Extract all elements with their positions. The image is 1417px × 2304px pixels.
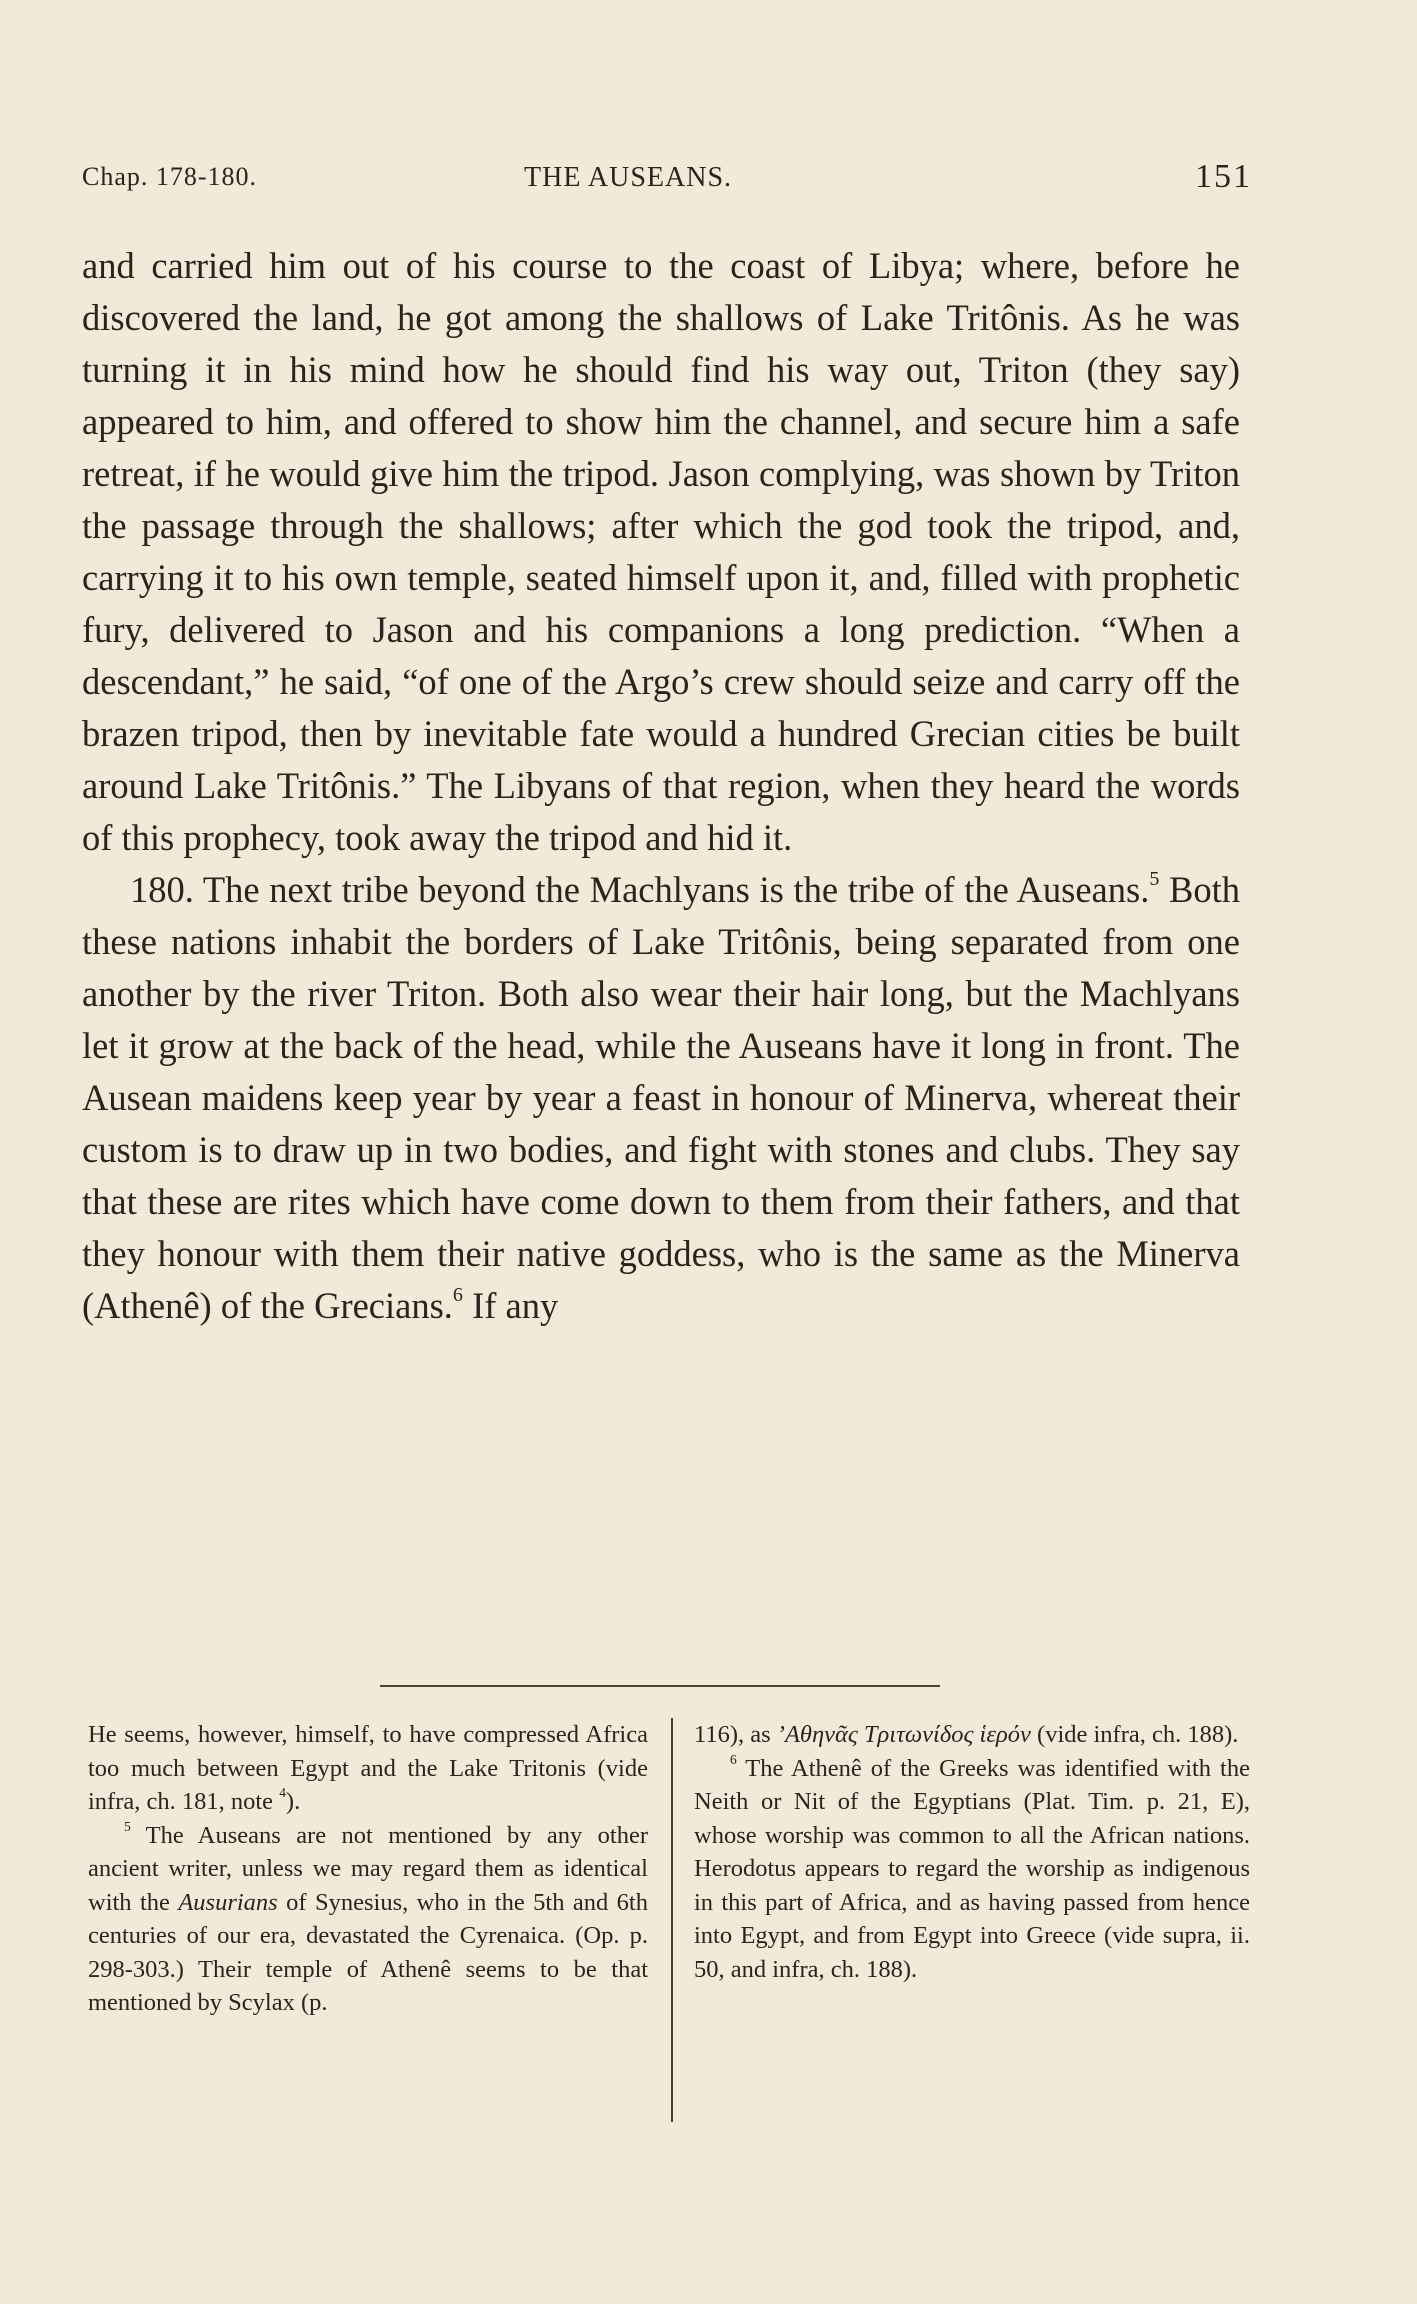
footnote-text: The Athenê of the Greeks was identified with the Neith or Nit of the Egyptians (Plat. Tim. p. 21, E), whose worship was common to all the African nations. Herodotus appears to regard the worship as indigenous in this part of Africa, and as having passed from hence into Egypt, and from Egypt into Greece (vide supra, ii. 50, and infra, ch. 188). xyxy=(694,1754,1250,1983)
footnote-5-continuation xyxy=(694,1718,1250,1752)
footnote-column-right xyxy=(694,1718,1250,1986)
greek-quotation: ’Αθηνᾶς Τριτωνίδος ἱερόν xyxy=(776,1721,1031,1748)
footnote-text: The Auseans are not mentioned by any other ancient writer, unless we may regard them as identical with the xyxy=(88,1821,648,1916)
footnote-ref-5: 5 xyxy=(1149,867,1160,890)
footnote-text: He seems, however, himself, to have compressed Africa too much between Egypt and the Lake Tritonis (vide infra, ch. 181, note xyxy=(88,1721,648,1815)
chapter-reference: Chap. 178-180. xyxy=(82,162,258,191)
footnote-ref-4: 4 xyxy=(279,1785,286,1801)
footnote-italic-term: Ausurians xyxy=(178,1888,278,1916)
paragraph-text: Both these nations inhabit the borders of Lake Tritônis, being separated from one another by the river Triton. Both also wear their hair long, but the Machlyans let it grow at the back of the head, while the Auseans have it long in front. The Ausean maidens keep year by year a feast in honour of Minerva, whereat their custom is to draw up in two bodies, and fight with stones and clubs. They say that these are rites which have come down to them from their fathers, and that they honour with them their native goddess, who is the same as the Minerva (Athenê) of the Grecians. xyxy=(82,869,1240,1326)
paragraph-text: If any xyxy=(462,1285,559,1326)
footnote-ref-6: 6 xyxy=(452,1283,463,1306)
footnote-text: 116), as xyxy=(694,1721,777,1748)
paragraph-continuation: and carried him out of his course to the coast of Libya; where, before he discovered the land, he got among the shallows of Lake Tritônis. As he was turning it in his mind how he should find his way out, Triton (they say) appeared to him, and offered to show him the channel, and secure him a safe retreat, if he would give him the tripod. Jason complying, was shown by Triton the passage through the shallows; after which the god took the tripod, and, carrying it to his own temple, seated himself upon it, and, filled with prophetic fury, delivered to Jason and his companions a long prediction. “When a descendant,” he said, “of one of the Argo’s crew should seize and carry off the brazen tripod, then by inevitable fate would a hundred Grecian cities be built around Lake Tritônis.” The Libyans of that region, when they heard the words of this prophecy, took away the tripod and hid it. xyxy=(82,245,1240,858)
footnote-divider-rule xyxy=(380,1685,940,1687)
footnote-column-left xyxy=(88,1718,648,2020)
footnote-mark-6: 6 xyxy=(730,1751,737,1767)
paragraph-text: 180. The next tribe beyond the Machlyans is the tribe of the Auseans. xyxy=(130,869,1150,910)
footnote-text: ). xyxy=(285,1788,301,1815)
footnote-text: (vide infra, ch. 188). xyxy=(1030,1721,1239,1748)
footnote-mark-5: 5 xyxy=(124,1818,131,1834)
footnote-5 xyxy=(88,1819,648,2020)
footnote-6 xyxy=(694,1752,1250,1987)
main-text xyxy=(82,240,1240,1332)
footnote-column-divider xyxy=(671,1718,673,2122)
paragraph-section-180 xyxy=(82,864,1240,1332)
page-number: 151 xyxy=(1195,158,1252,195)
footnote-continuation xyxy=(88,1718,648,1819)
footnote-text: of Synesius, who in the 5th and 6th centuries of our era, devastated the Cyrenaica. (Op. p. 298-303.) Their temple of Athenê seems to be that mentioned by Scylax (p. xyxy=(88,1888,648,2016)
running-head xyxy=(82,158,1252,198)
page-title: THE AUSEANS. xyxy=(524,162,733,193)
